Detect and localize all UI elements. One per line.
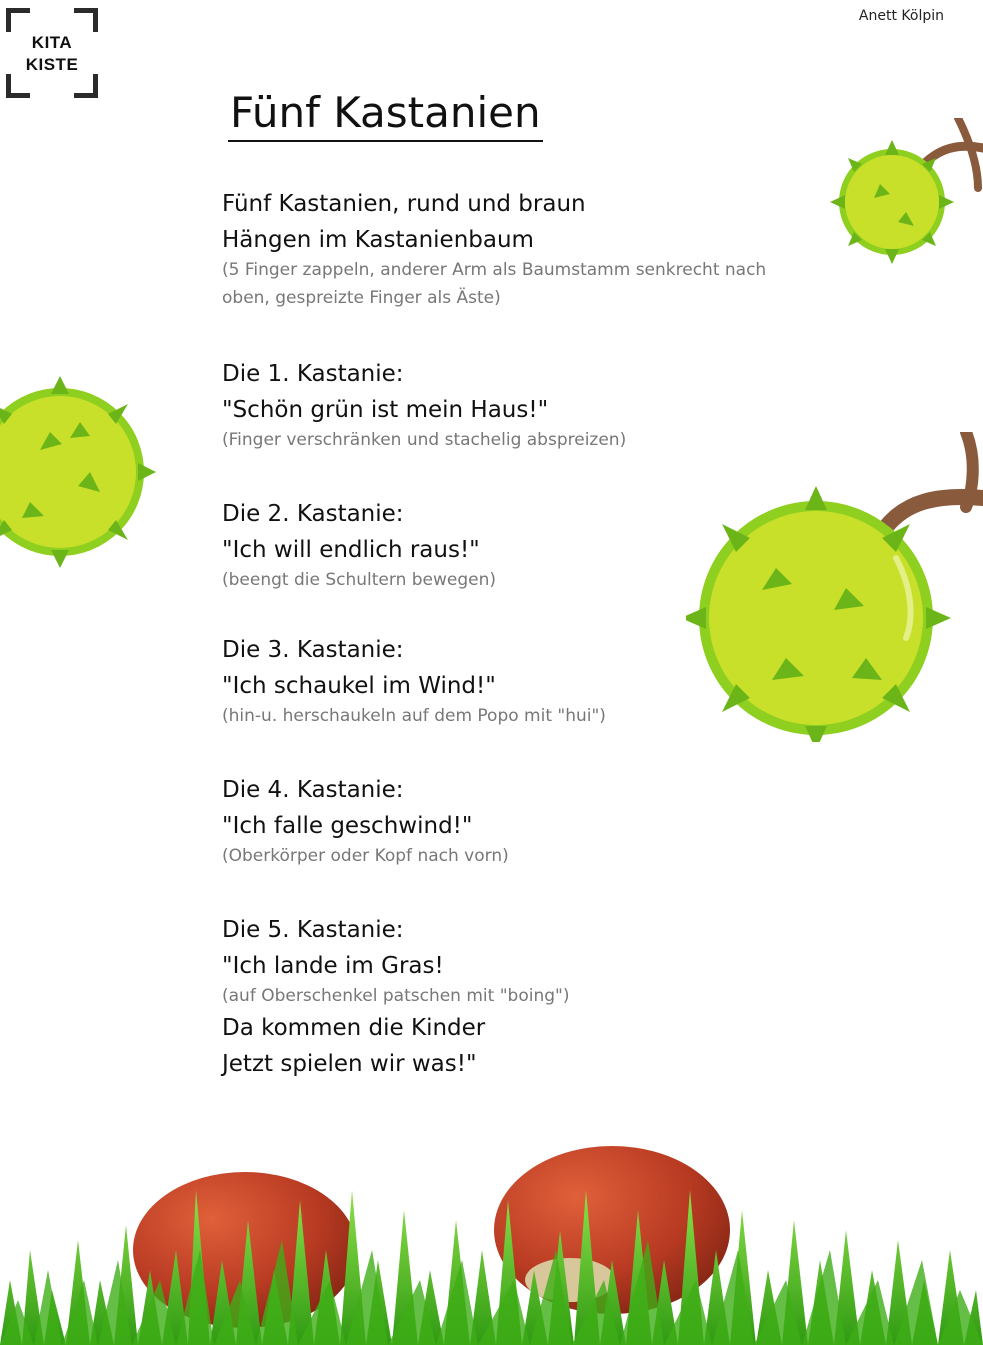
author-name: Anett Kölpin bbox=[858, 8, 944, 24]
stanza-5 bbox=[222, 912, 802, 1082]
logo-line-1: KITA bbox=[31, 33, 73, 52]
stanza-note: (auf Oberschenkel patschen mit "boing") bbox=[222, 986, 570, 1006]
kita-kiste-logo bbox=[6, 8, 98, 98]
stanza-heading: Die 1. Kastanie: bbox=[222, 361, 404, 387]
intro-line: Hängen im Kastanienbaum bbox=[222, 227, 534, 253]
logo-frame-icon bbox=[6, 8, 98, 98]
stanza-2 bbox=[222, 496, 802, 594]
chestnut-husk-top-right-icon bbox=[828, 118, 983, 268]
stanza-heading: Die 2. Kastanie: bbox=[222, 501, 404, 527]
chestnut-husk-left-icon bbox=[0, 372, 160, 577]
intro-line: Fünf Kastanien, rund und braun bbox=[222, 191, 586, 217]
stanza-quote: "Schön grün ist mein Haus!" bbox=[222, 397, 549, 423]
stanza-note: (beengt die Schultern bewegen) bbox=[222, 570, 497, 590]
stanza-note: (Oberkörper oder Kopf nach vorn) bbox=[222, 846, 509, 866]
stanza-heading: Die 5. Kastanie: bbox=[222, 917, 404, 943]
ending-line: Jetzt spielen wir was!" bbox=[222, 1051, 477, 1077]
stanza-3 bbox=[222, 632, 802, 730]
intro-stanza bbox=[222, 186, 802, 312]
stanza-quote: "Ich lande im Gras! bbox=[222, 953, 444, 979]
stanza-quote: "Ich will endlich raus!" bbox=[222, 537, 480, 563]
poem bbox=[222, 186, 802, 1082]
stanza-note: (Finger verschränken und stachelig abspreizen) bbox=[222, 430, 627, 450]
stanza-1 bbox=[222, 356, 802, 454]
stanza-heading: Die 4. Kastanie: bbox=[222, 777, 404, 803]
stanza-note: (hin-u. herschaukeln auf dem Popo mit "hui") bbox=[222, 706, 606, 726]
logo-line-2: KISTE bbox=[25, 55, 79, 74]
stanza-heading: Die 3. Kastanie: bbox=[222, 637, 404, 663]
ending-line: Da kommen die Kinder bbox=[222, 1015, 486, 1041]
stanza-quote: "Ich schaukel im Wind!" bbox=[222, 673, 496, 699]
stanza-quote: "Ich falle geschwind!" bbox=[222, 813, 473, 839]
intro-note: (5 Finger zappeln, anderer Arm als Baumstamm senkrecht nach oben, gespreizte Finger als Äste) bbox=[222, 260, 767, 308]
page-title: Fünf Kastanien bbox=[228, 88, 543, 142]
chestnuts-in-grass-icon bbox=[0, 1130, 983, 1345]
stanza-4 bbox=[222, 772, 802, 870]
